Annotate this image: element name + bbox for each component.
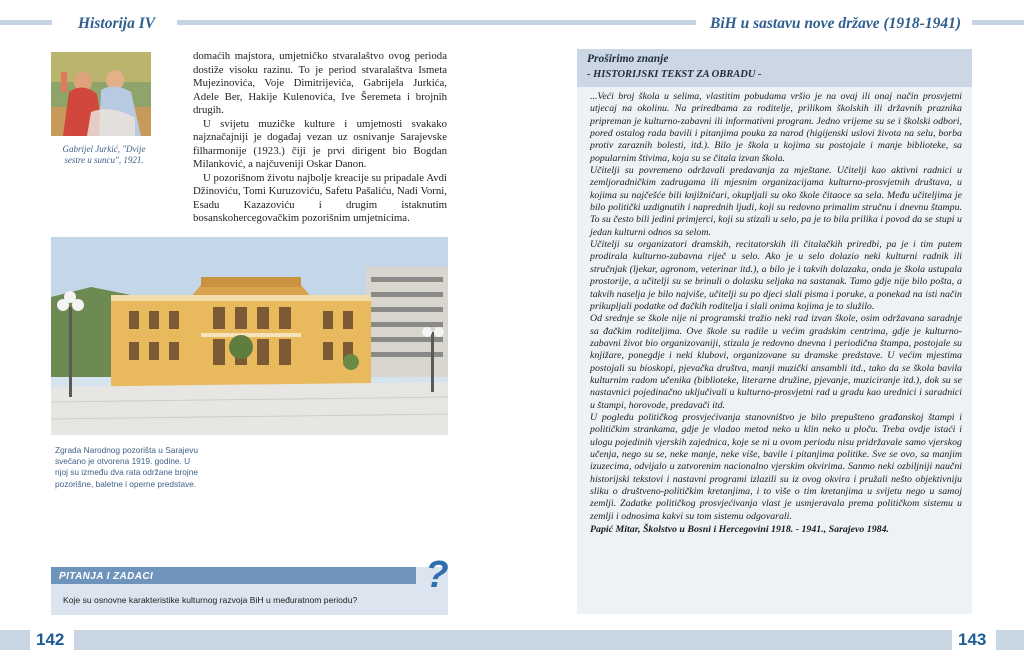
- questions-box: [51, 567, 448, 615]
- panel-subtitle: - HISTORIJSKI TEKST ZA OBRADU -: [587, 69, 762, 80]
- text-paragraph: ...Veći broj škola u selima, vlastitim pobudama vršio je na ovaj ili onaj način prosvjetni utjecaj na okolinu. Na priredbama za roditelje, prilikom školskih ili državnih praznika pripreman je kulturno-zabavni ili informativni program. Jedno vrijeme su se i školski odbori, pored ostalog rada bavili i pitanjima pouka za narod (higijenski uslovi života na selu, borba protiv zaraznih bolesti, itd.). Bilo je škola u kojima su postojale i manje biblioteke, sa popularnim štivima, koja su se čitala izvan škola.: [590, 91, 962, 164]
- paragraph: U pozorišnom životu najbolje kreacije su pripadale Avdi Džinoviću, Tomi Kuruzoviću, Safetu Pašaliću, Nadi Vorni, Esadu Kazazoviću i drugim istaknutim bosanskohercegovačkim pozorišnim umjetnicima.: [193, 171, 447, 224]
- text-paragraph: Učitelji su organizatori dramskih, recitatorskih ili čitalačkih priredbi, pa je i tim putem prodirala kulturno-zabavna riječ u selo. Ako je u selo dolazio neki kulturni radnik ili stručnjak (ljekar, agronom, veterinar itd.), a bilo je i takvih dolazaka, onda je škola ustupala prostorije, a učitelji su se brinuli o dolasku seljaka na sastanak. Tamo gdje nije bilo pošta, a takvih naselja je bilo najviše, učitelji su po djeci slali pisma i poruke, a ponekad na isti način prikupljali podatke od đačkih roditelja i slali onima kojima je to služilo.: [590, 239, 962, 312]
- footer-band-left: [0, 630, 512, 650]
- page-number-left: 142: [36, 630, 65, 649]
- header-rule-right: [578, 20, 696, 25]
- text-paragraph: Od srednje se škole nije ni programski tražio neki rad izvan škole, osim održavana saradnje sa đačkim roditeljima. Ove škole su radile u većim gradskim centrima, gdje je kulturno-zabavni život bio organizovaniji, stizala je redovno dnevna i periodična štampa, postojale su knjižare, ponegdje i neki klubovi, organizovane su dramske predstave. U većim mjestima postojali su bioskopi, pjevačka društva, manji muzički ansambli itd., tako da se škola bavila kulturnim radom učenika (biblioteke, literarne družine, pjevanje, muziciranje itd.), dok su se nastavnici pojedinačno uključivali u kulturno-prosvjetni rad u gradu kao urednici i saradnici u štampi, horovode, predavači itd.: [590, 313, 962, 411]
- questions-text: Koje su osnovne karakteristike kulturnog razvoja BiH u međuratnom periodu?: [63, 595, 358, 605]
- painting-two-sisters-image: [51, 52, 151, 136]
- panel-title: Proširimo znanje: [587, 53, 669, 65]
- paragraph: U svijetu muzičke kulture i umjetnosti svakako najznačajniji je događaj vezan uz osnivanje Sarajevske filharmonije (1923.) čiji je prvi dirigent bio Bogdan Milanković, a najčuveniji Oskar Danon.: [193, 117, 447, 170]
- page-number-right: 143: [958, 630, 987, 649]
- national-theatre-photo: [51, 237, 448, 435]
- left-body-text: [193, 50, 447, 226]
- svg-text:?: ?: [425, 554, 449, 593]
- extended-knowledge-panel: [577, 49, 972, 614]
- question-mark-icon: [424, 553, 450, 593]
- historical-text: [590, 91, 962, 536]
- text-paragraph: U pogledu političkog prosvjećivanja stanovništvo je bilo prepušteno građanskoj štampi i političkim strankama, gdje je vladao metod neko u klin neko u ploču. Treba ovdje istaći i ulogu pojedinih vjerskih zajednica, koje se ni u ovom periodu nisu pridržavale samo vjerskog učenja, nego su se, neke manje, neke više, bavile i pitanjima politike. Sve se ovo, sa manjim izuzecima, odvijalo u zatvorenim nacionalno vjerskim okvirima. Sanmo neki ozbiljniji naučni historijski tekstovi i nastavni programi izlazili su iz ovog okvira i pružali nešto objektivniju sliku o društveno-političkim kretanjima, i to više o tim kretanjima u svijetu nego u samoj zemlji. Zadatke političkog prosvjećivanja vlast je usmjeravala prema političkom sistemu u zemlji i odnosima kakvi su tom sistemu odgovarali.: [590, 411, 962, 522]
- header-rule-left-edge: [0, 20, 52, 25]
- left-running-header: Historija IV: [78, 15, 156, 32]
- text-paragraph: Učitelji su povremeno održavali predavanja za mještane. Učitelji kao aktivni radnici u zemljoradničkim zadrugama ili mjesnim organizacijama kulturno-prosvjetnih društava, u kojima su najčešće bili knjižničari, okupljali su oko škole čitaoce sa sela. Među učiteljima je bilo politički uzdignutih i naprednih ljudi, koji su redovno primalim stručnu i dnevnu štampu. To su često bili jedini primjerci, koji su stizali u selo, pa je to bila prilika i povod da se stupi u jedan kulturni odnos sa selom.: [590, 165, 962, 238]
- panel-header: [577, 49, 972, 87]
- paragraph: domaćih majstora, umjetničko stvaralaštvo ovog perioda dostiže visoku razinu. To je period stvaralaštva Ismeta Mujezinovića, Voje Dimitrijevića, Gabrijela Jurkića, Adele Ber, Hakije Kulenovića, Ive Šeremeta i brojnih drugih.: [193, 50, 447, 116]
- painting-caption: Gabrijel Jurkić, "Dvije sestre u suncu", 1921.: [62, 144, 146, 165]
- header-rule-right-edge: [972, 20, 1024, 25]
- right-running-header: BiH u sastavu nove države (1918-1941): [710, 15, 962, 32]
- theatre-photo-caption: Zgrada Narodnog pozorišta u Sarajevu svečano je otvorena 1919. godine. U njoj su između dva rata održane brojne pozorišne, baletne i operne predstave.: [55, 445, 198, 489]
- header-rule-left: [177, 20, 609, 25]
- source-citation: Papić Mitar, Školstvo u Bosni i Hercegovini 1918. - 1941., Sarajevo 1984.: [590, 524, 889, 536]
- questions-heading: PITANJA I ZADACI: [51, 567, 416, 584]
- footer-band-right: [512, 630, 1024, 650]
